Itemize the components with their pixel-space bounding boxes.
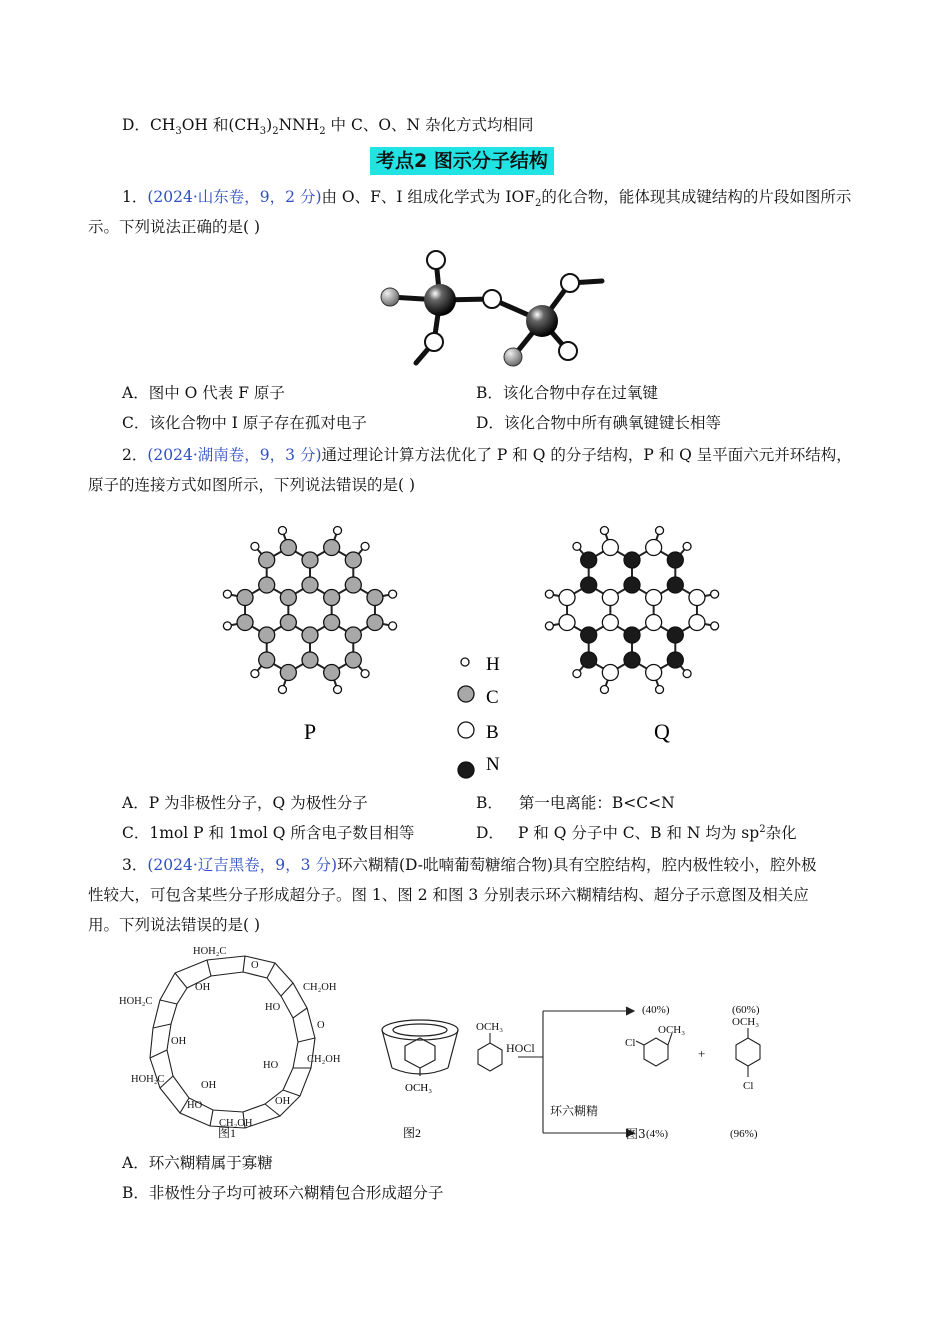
f-atom: [504, 348, 522, 366]
c-atom: [302, 577, 318, 593]
h-atom: [711, 622, 719, 630]
q3-option-a: [122, 1156, 273, 1172]
fig1-label: CH₂OH: [219, 1118, 253, 1129]
fig3-ortho-cl: Cl: [625, 1037, 636, 1049]
q1-option-a: [122, 386, 285, 402]
q2-option-a: [122, 796, 368, 812]
n-atom: [581, 627, 597, 643]
option-text: 图中 O 代表 F 原子: [148, 384, 285, 402]
c-atom: [324, 615, 340, 631]
h-atom: [334, 686, 342, 694]
n-atom: [624, 552, 640, 568]
h-atom: [251, 670, 259, 678]
h-atom: [656, 686, 664, 694]
option-label: C．: [122, 824, 150, 842]
h-atom: [683, 542, 691, 550]
c-atom: [280, 665, 296, 681]
q3-option-b: [122, 1186, 443, 1202]
option-text: 该化合物中 I 原子存在孤对电子: [149, 414, 367, 432]
q2-number: 2．: [122, 446, 148, 464]
q2-source: (2024·湖南卷，9，3 分): [147, 446, 322, 464]
option-text-end: 杂化: [765, 824, 797, 842]
c-atom: [345, 652, 361, 668]
q1-option-c: [122, 416, 367, 432]
b-atom: [689, 590, 705, 606]
h-atom: [573, 670, 581, 678]
h-atom: [361, 542, 369, 550]
q2-option-c: [122, 826, 414, 842]
option-label: D．: [476, 414, 504, 432]
q2-stem-line2: 原子的连接方式如图所示，下列说法错误的是( ): [88, 476, 416, 494]
c-atom: [259, 652, 275, 668]
h-atom: [278, 526, 286, 534]
i-atom: [424, 284, 456, 316]
fig3-ortho-group: OCH₃: [658, 1024, 686, 1036]
fig1-label: CH₂OH: [303, 982, 337, 993]
h-atom: [573, 542, 581, 550]
n-atom: [581, 577, 597, 593]
o-atom: [559, 342, 577, 360]
prev-option-d: [122, 116, 534, 138]
prev-option-d-text-3: ): [266, 116, 273, 134]
fig3-ortho-pct-top: (40%): [642, 1004, 670, 1016]
subscript: 3: [259, 126, 267, 138]
h-atom: [334, 526, 342, 534]
o-atom: [427, 251, 445, 269]
c-atom: [324, 590, 340, 606]
q1-molecule-figure: [370, 245, 620, 375]
option-label: C．: [122, 414, 150, 432]
subscript: 2: [272, 126, 279, 138]
n-atom: [624, 577, 640, 593]
q2-stem-a: 通过理论计算方法优化了 P 和 Q 的分子结构，P 和 Q 呈平面六元并环结构，: [321, 446, 852, 464]
fig3-condition: 环六糊精: [550, 1104, 599, 1118]
legend-c-symbol: [458, 686, 474, 702]
h-atom: [600, 686, 608, 694]
option-text: 该化合物中所有碘氧键键长相等: [503, 414, 721, 432]
h-atom: [545, 622, 553, 630]
q1-stem-a: 由 O、F、I 组成化学式为 IOF: [321, 188, 535, 206]
prev-option-d-text-5: 中 C、O、N 杂化方式均相同: [325, 116, 534, 134]
h-atom: [361, 670, 369, 678]
q2-option-b: [476, 796, 675, 812]
c-atom: [280, 540, 296, 556]
h-atom: [251, 542, 259, 550]
prev-option-d-text-1: CH: [149, 116, 176, 134]
q1-option-b: [476, 386, 658, 402]
fig1-label: O: [251, 960, 259, 971]
fig1-label: HO: [187, 1100, 203, 1111]
q3-number: 3．: [122, 856, 148, 874]
section-title: 考点2 图示分子结构: [370, 147, 554, 175]
prev-option-d-text-2: OH 和(CH: [181, 116, 260, 134]
c-atom: [259, 577, 275, 593]
fig3-para-pct-bottom: (96%): [730, 1128, 758, 1140]
h-atom: [711, 590, 719, 598]
q3-stem-line3: 用。下列说法错误的是( ): [88, 916, 261, 934]
option-text: P 为非极性分子，Q 为极性分子: [148, 794, 368, 812]
b-atom: [646, 615, 662, 631]
n-atom: [667, 627, 683, 643]
legend-b-label: B: [486, 722, 499, 743]
fig1-label: OH: [171, 1036, 187, 1047]
molecule-q: [545, 526, 718, 693]
fig3-ortho-pct-bottom: (4%): [646, 1128, 668, 1140]
h-atom: [683, 670, 691, 678]
option-label: B．: [476, 384, 503, 402]
b-atom: [559, 615, 575, 631]
c-atom: [302, 552, 318, 568]
o-atom: [425, 333, 443, 351]
option-text: 该化合物中存在过氧键: [502, 384, 658, 402]
option-text: 1mol P 和 1mol Q 所含电子数目相等: [149, 824, 415, 842]
fig1-label: OH: [275, 1096, 291, 1107]
b-atom: [602, 615, 618, 631]
option-text: 非极性分子均可被环六糊精包合形成超分子: [148, 1184, 444, 1202]
label-q: Q: [654, 719, 670, 744]
q2-stem-line1: [122, 448, 852, 464]
b-atom: [602, 540, 618, 556]
h-atom: [278, 686, 286, 694]
c-atom: [280, 615, 296, 631]
h-atom: [600, 526, 608, 534]
fig3-para-pct-top: (60%): [732, 1004, 760, 1016]
n-atom: [667, 652, 683, 668]
q1-option-d: [476, 416, 721, 432]
fig3-start-group: OCH₃: [476, 1021, 504, 1033]
q3-stem-line2: 性较大，可包含某些分子形成超分子。图 1、图 2 和图 3 分别表示环六糊精结构、超分子示意图及相关应: [88, 886, 809, 904]
b-atom: [602, 665, 618, 681]
c-atom: [237, 615, 253, 631]
fig3-para-cl: Cl: [743, 1080, 754, 1092]
n-atom: [581, 552, 597, 568]
fig3-caption-text: 图3: [626, 1127, 646, 1141]
c-atom: [237, 590, 253, 606]
option-label: B．: [476, 794, 503, 812]
q2-pq-figure: [200, 500, 800, 790]
n-atom: [667, 552, 683, 568]
b-atom: [646, 540, 662, 556]
o-atom: [483, 290, 501, 308]
n-atom: [624, 627, 640, 643]
fig2-group: OCH₃: [405, 1082, 433, 1094]
h-atom: [545, 590, 553, 598]
c-atom: [302, 627, 318, 643]
c-atom: [367, 590, 383, 606]
option-label: A．: [122, 1154, 149, 1172]
molecule-p: [223, 526, 396, 693]
h-atom: [223, 622, 231, 630]
fig3-plus: +: [698, 1046, 706, 1061]
c-atom: [302, 652, 318, 668]
subscript: 3: [175, 126, 182, 138]
option-text: P 和 Q 分子中 C、B 和 N 均为 sp: [517, 824, 760, 842]
h-atom: [656, 526, 664, 534]
n-atom: [667, 577, 683, 593]
fig1-label: HO: [265, 1002, 281, 1013]
fig1-label: HO: [263, 1060, 279, 1071]
n-atom: [624, 652, 640, 668]
fig1-label: CH₂OH: [307, 1054, 341, 1065]
subscript: 2: [534, 198, 542, 210]
c-atom: [259, 627, 275, 643]
q1-stem-b: 的化合物，能体现其成键结构的片段如图所示: [541, 188, 852, 206]
fig1-label: HOH₂C: [119, 996, 153, 1007]
b-atom: [559, 590, 575, 606]
fig1-label: OH: [195, 982, 211, 993]
q3-source: (2024·辽吉黑卷，9，3 分): [147, 856, 337, 874]
superscript: 2: [759, 823, 766, 835]
c-atom: [345, 552, 361, 568]
q2-option-d: [476, 823, 797, 842]
fig3-para-group: OCH₃: [732, 1016, 760, 1028]
b-atom: [602, 590, 618, 606]
n-atom: [581, 652, 597, 668]
q1-number: 1．: [122, 188, 148, 206]
h-atom: [223, 590, 231, 598]
fig2-caption: 图2: [403, 1126, 422, 1140]
c-atom: [280, 590, 296, 606]
q3-fig3-reaction: [460, 995, 790, 1150]
c-atom: [345, 627, 361, 643]
c-atom: [367, 615, 383, 631]
legend-n-symbol: [458, 762, 474, 778]
legend-b-symbol: [458, 722, 474, 738]
fig1-label: HOH₂C: [131, 1074, 165, 1085]
f-atom: [381, 288, 399, 306]
q1-stem-line2: 示。下列说法正确的是( ): [88, 218, 261, 236]
q3-stem-a: 环六糊精(D-吡喃葡萄糖缩合物)具有空腔结构，腔内极性较小，腔外极: [337, 856, 817, 874]
fig1-caption: 图1: [218, 1126, 237, 1140]
b-atom: [689, 615, 705, 631]
fig1-label: HOH₂C: [193, 946, 227, 957]
subscript: 2: [319, 126, 326, 138]
option-label: D．: [476, 824, 504, 842]
option-text: 第一电离能：B<C<N: [518, 794, 675, 812]
q1-stem-line1: [122, 188, 852, 210]
c-atom: [345, 577, 361, 593]
o-atom: [561, 274, 579, 292]
q3-stem-line1: [122, 858, 817, 874]
label-p: P: [303, 719, 317, 744]
fig1-label: O: [317, 1020, 325, 1031]
fig3-reagent: HOCl: [506, 1041, 535, 1055]
b-atom: [646, 590, 662, 606]
option-label: A．: [122, 794, 149, 812]
legend-h-label: H: [486, 654, 500, 675]
option-text: 环六糊精属于寡糖: [148, 1154, 273, 1172]
h-atom: [389, 590, 397, 598]
i-atom: [526, 305, 558, 337]
b-atom: [646, 665, 662, 681]
q3-fig1-cyclodextrin: [115, 938, 365, 1148]
legend-n-label: N: [486, 754, 500, 775]
c-atom: [324, 540, 340, 556]
option-label: B．: [122, 1184, 149, 1202]
fig1-label: OH: [201, 1080, 217, 1091]
prev-option-d-label: D．: [122, 116, 150, 134]
c-atom: [324, 665, 340, 681]
legend-h-symbol: [461, 658, 469, 666]
option-label: A．: [122, 384, 149, 402]
q1-source: (2024·山东卷，9，2 分): [147, 188, 322, 206]
legend-c-label: C: [486, 687, 499, 708]
prev-option-d-text-4: NNH: [278, 116, 320, 134]
h-atom: [389, 622, 397, 630]
c-atom: [259, 552, 275, 568]
